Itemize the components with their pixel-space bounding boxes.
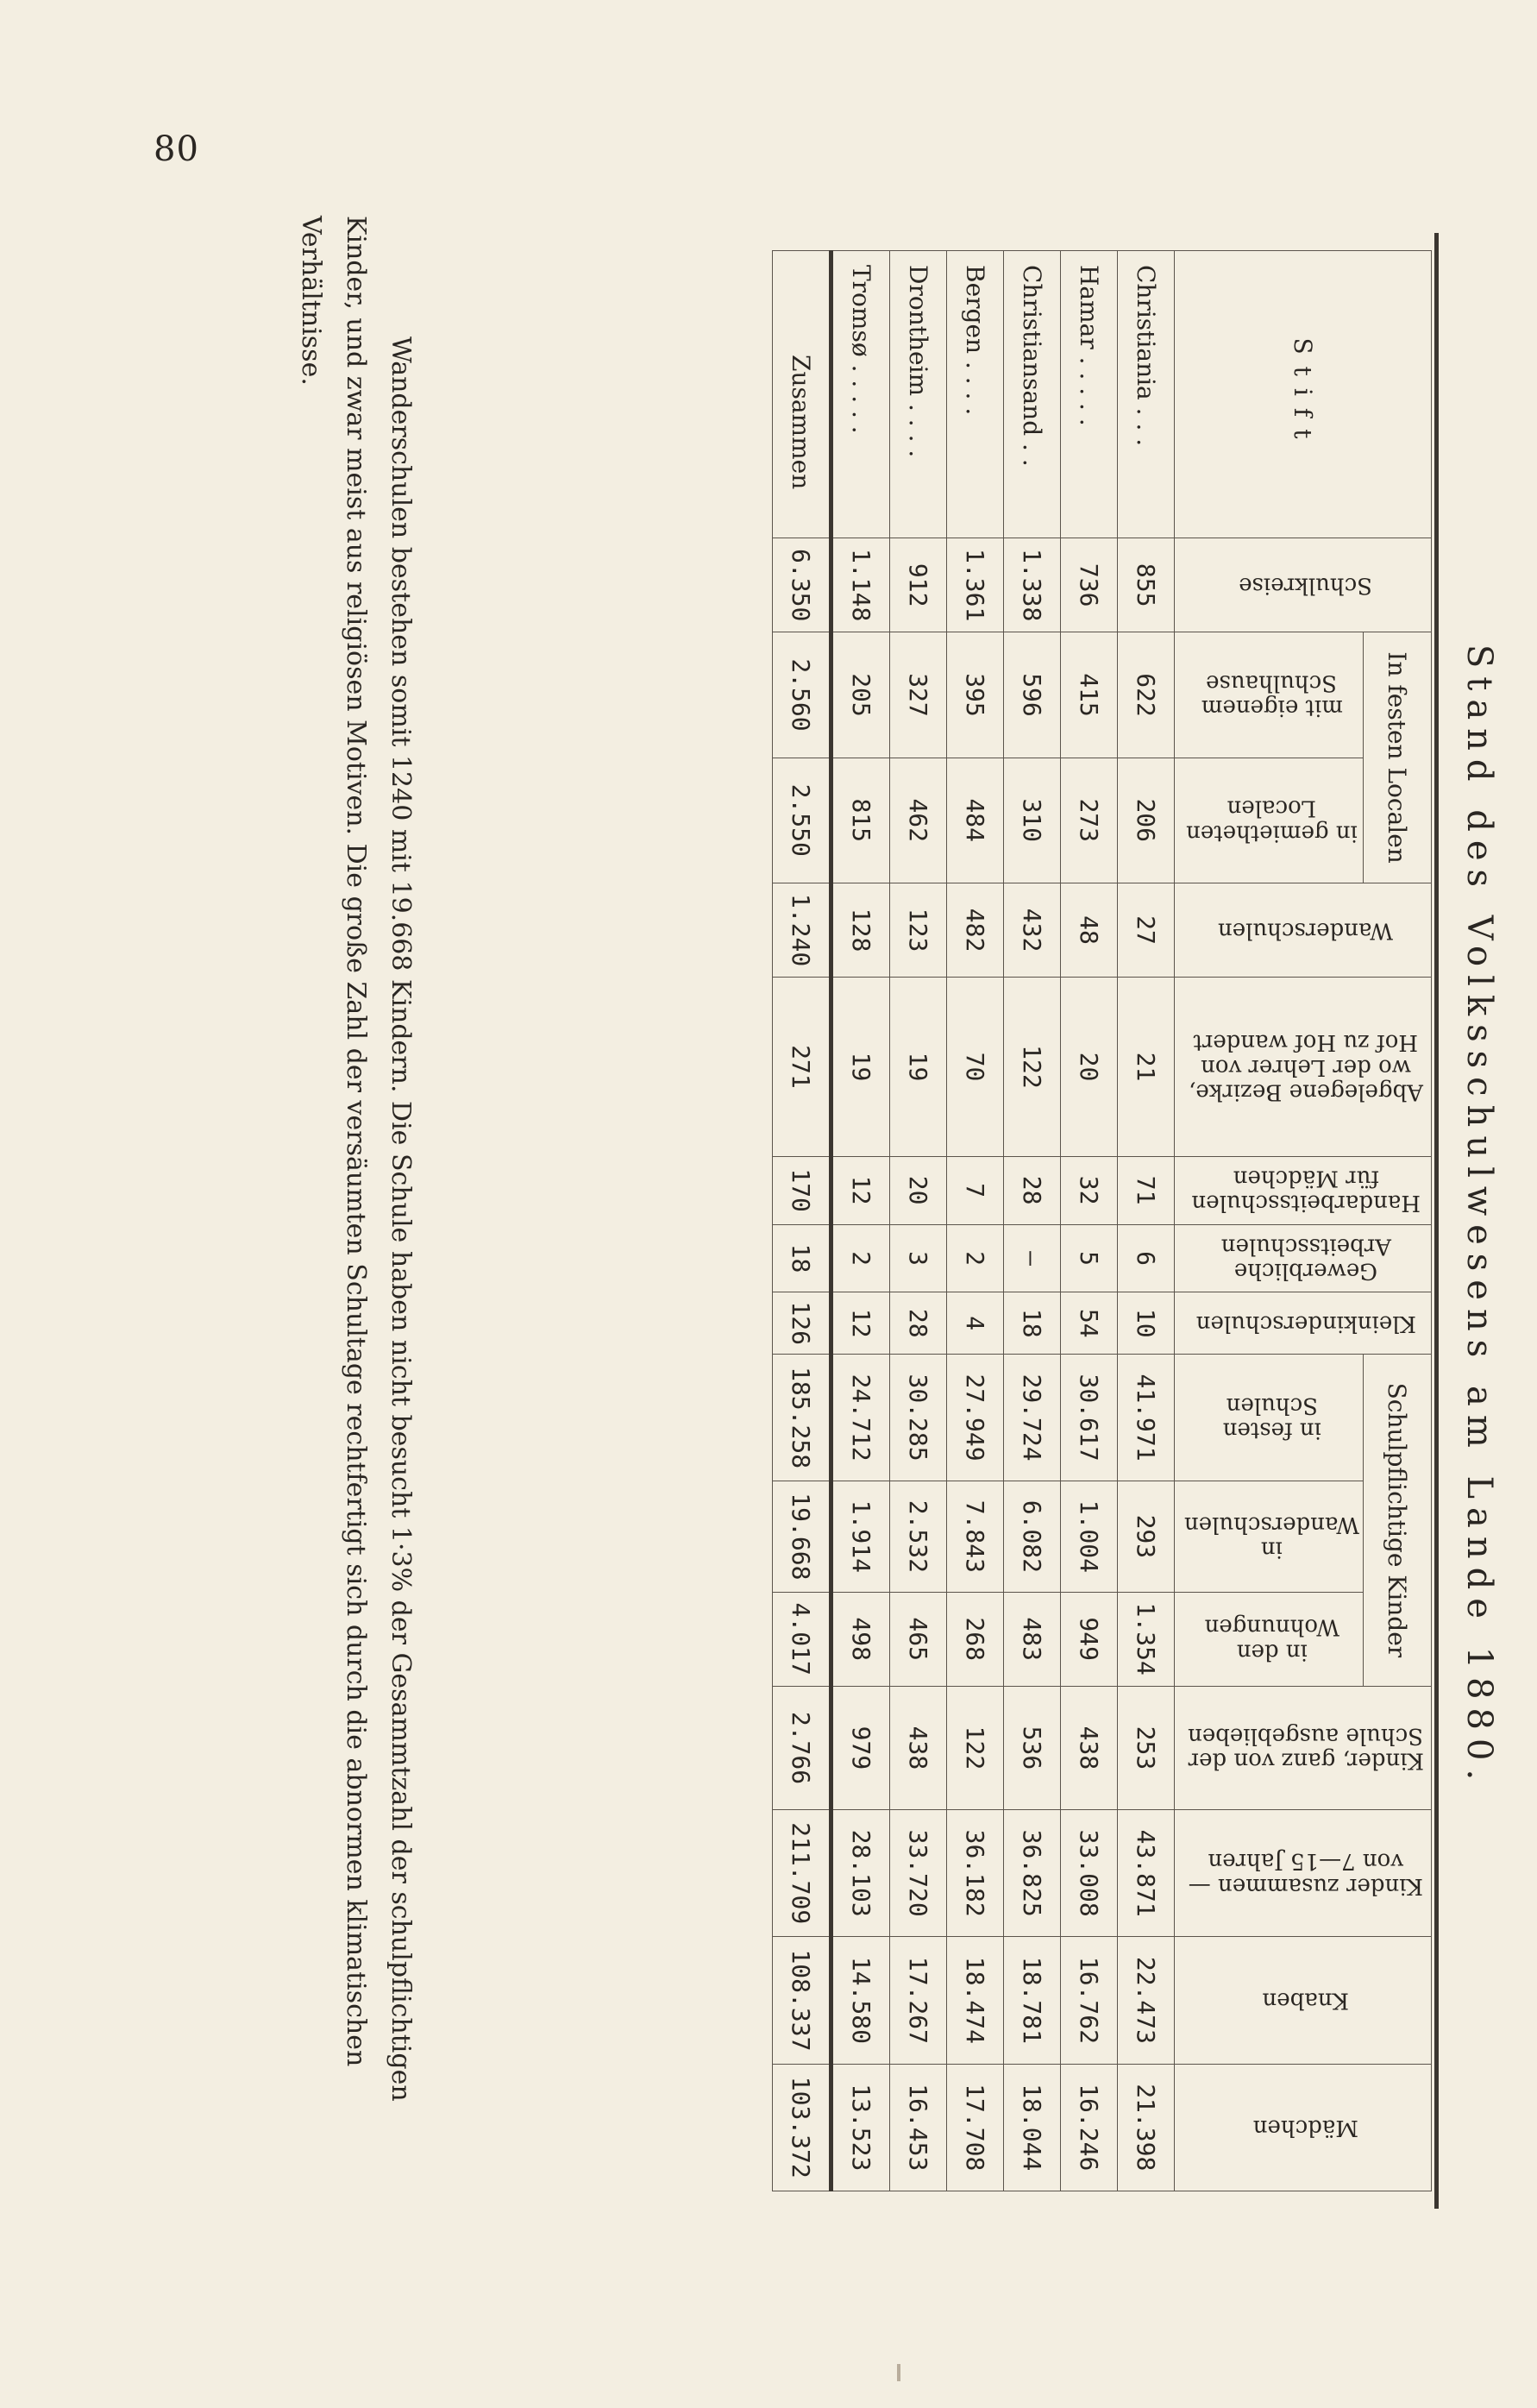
table-cell: 41.971	[1117, 1354, 1174, 1481]
table-cell: 271	[772, 978, 831, 1156]
table-cell: 253	[1117, 1686, 1174, 1809]
table-cell: 122	[1003, 978, 1060, 1156]
header-maedchen	[1174, 2064, 1431, 2191]
table-cell: 327	[889, 632, 946, 758]
table-cell: 36.182	[946, 1810, 1003, 1937]
table-cell: 20	[1060, 978, 1117, 1156]
table-cell: 2	[831, 1224, 889, 1292]
header-kinder-zusammen-label: Kinder zusammen — von 7—15 Jahren	[1188, 1848, 1424, 1899]
table-cell: 18.474	[946, 1937, 1003, 2064]
table-cell: 1.338	[1003, 538, 1060, 632]
stift-name: Drontheim . . . .	[889, 251, 946, 538]
table-cell: 2.550	[772, 758, 831, 883]
table-cell: 310	[1003, 758, 1060, 883]
table-cell: 19	[831, 978, 889, 1156]
header-festen-schulen-label: in festen Schulen	[1222, 1393, 1321, 1443]
table-cell: 438	[889, 1686, 946, 1809]
table-cell: 1.361	[946, 538, 1003, 632]
table-cell: 28	[889, 1292, 946, 1354]
table-cell: 170	[772, 1156, 831, 1224]
table-cell: 211.709	[772, 1810, 831, 1937]
table-cell: 6.350	[772, 538, 831, 632]
header-handarbeit	[1174, 1156, 1431, 1224]
stift-name: Tromsø . . . . .	[831, 251, 889, 538]
stift-name: Hamar . . . . .	[1060, 251, 1117, 538]
table-cell: 206	[1117, 758, 1174, 883]
total-label: Zusammen	[772, 251, 831, 538]
rotated-table-region	[242, 198, 1518, 2235]
table-cell: 268	[946, 1592, 1003, 1686]
header-kinder-zusammen	[1174, 1810, 1431, 1937]
table-cell: 1.148	[831, 538, 889, 632]
header-gewerblich-label: Gewerbliche Arbeitsschulen	[1220, 1233, 1391, 1285]
header-gemietheten-label: in gemietheten Localen	[1186, 795, 1358, 846]
table-cell: 103.372	[772, 2064, 831, 2191]
table-cell: 122	[946, 1686, 1003, 1809]
table-cell: 108.337	[772, 1937, 831, 2064]
table-cell: 18	[1003, 1292, 1060, 1354]
table-cell: 10	[1117, 1292, 1174, 1354]
table-cell: 415	[1060, 632, 1117, 758]
table-cell: 273	[1060, 758, 1117, 883]
header-ausgeblieben	[1174, 1686, 1431, 1809]
stift-name: Christiania . . .	[1117, 251, 1174, 538]
top-rule	[1434, 233, 1439, 2209]
table-cell: 432	[1003, 883, 1060, 977]
table-row	[1003, 251, 1060, 2191]
table-cell: 498	[831, 1592, 889, 1686]
table-cell: 43.871	[1117, 1810, 1174, 1937]
table-cell: 20	[889, 1156, 946, 1224]
header-wanderschulen	[1174, 883, 1431, 977]
table-cell: 855	[1117, 538, 1174, 632]
header-schulkreise-label: Schulkreise	[1239, 572, 1373, 599]
header-wohnungen-label: in den Wohnungen	[1204, 1613, 1339, 1665]
table-cell: 33.008	[1060, 1810, 1117, 1937]
header-eigenem-schulhause	[1174, 632, 1363, 758]
table-cell: 465	[889, 1592, 946, 1686]
table-cell: 2.766	[772, 1686, 831, 1809]
table-cell: 815	[831, 758, 889, 883]
table-cell: 18.781	[1003, 1937, 1060, 2064]
table-cell: 27	[1117, 883, 1174, 977]
table-cell: 7.843	[946, 1481, 1003, 1592]
table-cell: 24.712	[831, 1354, 889, 1481]
table-cell: 6.082	[1003, 1481, 1060, 1592]
table-cell: 28	[1003, 1156, 1060, 1224]
header-handarbeit-label: Handarbeitsschulen für Mädchen	[1191, 1165, 1421, 1217]
table-cell: 979	[831, 1686, 889, 1809]
table-cell: —	[1003, 1224, 1060, 1292]
table-cell: 462	[889, 758, 946, 883]
table-body	[772, 251, 1174, 2191]
header-abgelegene	[1174, 978, 1431, 1156]
page-mark	[897, 2364, 900, 2381]
table-cell: 16.762	[1060, 1937, 1117, 2064]
table-cell: 7	[946, 1156, 1003, 1224]
header-row-1	[1364, 251, 1432, 2191]
table-row	[1060, 251, 1117, 2191]
table-cell: 16.453	[889, 2064, 946, 2191]
header-wanderschulen-label: Wanderschulen	[1218, 917, 1394, 944]
statistics-table	[772, 250, 1432, 2191]
table-cell: 4.017	[772, 1592, 831, 1686]
table-cell: 438	[1060, 1686, 1117, 1809]
header-kleinkinder	[1174, 1292, 1431, 1354]
table-cell: 6	[1117, 1224, 1174, 1292]
page-number: 80	[154, 129, 199, 169]
table-cell: 622	[1117, 632, 1174, 758]
table-row	[831, 251, 889, 2191]
table-row	[889, 251, 946, 2191]
footnote-text: Wanderschulen bestehen somit 1240 mit 19.668 Kindern. Die Schule haben nicht besucht 1·3% der Gesammtzahl der schulpflichtigen Kinder, und zwar meist aus religiösen Motiven. Die große Zahl der versäumten Schultage rechtfertigt sich durch die abnormen klimatischen Verhältnisse.	[296, 216, 416, 2102]
total-row	[772, 251, 831, 2191]
header-abgelegene-label: Abgelegene Bezirke, wo der Lehrer von Hof zu Hof wandert	[1189, 1029, 1423, 1105]
table-cell: 482	[946, 883, 1003, 977]
table-cell: 596	[1003, 632, 1060, 758]
table-cell: 1.004	[1060, 1481, 1117, 1592]
header-kleinkinder-label: Kleinkinderschulen	[1195, 1311, 1416, 1336]
header-in-wanderschulen-label: in Wanderschulen	[1183, 1511, 1359, 1562]
header-knaben	[1174, 1937, 1431, 2064]
table-cell: 13.523	[831, 2064, 889, 2191]
table-cell: 4	[946, 1292, 1003, 1354]
table-cell: 1.240	[772, 883, 831, 977]
table-cell: 22.473	[1117, 1937, 1174, 2064]
table-cell: 18	[772, 1224, 831, 1292]
header-stift: Stift	[1174, 251, 1431, 538]
table-cell: 30.617	[1060, 1354, 1117, 1481]
table-cell: 126	[772, 1292, 831, 1354]
header-maedchen-label: Mädchen	[1252, 2115, 1359, 2141]
table-cell: 483	[1003, 1592, 1060, 1686]
table-cell: 21.398	[1117, 2064, 1174, 2191]
table-cell: 19	[889, 978, 946, 1156]
table-cell: 205	[831, 632, 889, 758]
table-cell: 54	[1060, 1292, 1117, 1354]
table-cell: 128	[831, 883, 889, 977]
table-cell: 2	[946, 1224, 1003, 1292]
table-row	[1117, 251, 1174, 2191]
table-cell: 185.258	[772, 1354, 831, 1481]
table-cell: 123	[889, 883, 946, 977]
header-in-wanderschulen	[1174, 1481, 1363, 1592]
header-in-wohnungen	[1174, 1592, 1363, 1686]
table-cell: 3	[889, 1224, 946, 1292]
table-cell: 30.285	[889, 1354, 946, 1481]
table-cell: 536	[1003, 1686, 1060, 1809]
header-ausgeblieben-label: Kinder, ganz von der Schule ausgeblieben	[1188, 1722, 1424, 1774]
table-cell: 12	[831, 1156, 889, 1224]
table-cell: 2.532	[889, 1481, 946, 1592]
table-row	[946, 251, 1003, 2191]
header-knaben-label: Knaben	[1262, 1987, 1350, 2014]
table-cell: 5	[1060, 1224, 1117, 1292]
header-schulpflichtige: Schulpflichtige Kinder	[1364, 1354, 1432, 1686]
table-cell: 48	[1060, 883, 1117, 977]
table-cell: 17.267	[889, 1937, 946, 2064]
table-cell: 395	[946, 632, 1003, 758]
header-eigenem-label: mit eigenem Schulhause	[1201, 670, 1343, 721]
table-cell: 293	[1117, 1481, 1174, 1592]
table-cell: 12	[831, 1292, 889, 1354]
table-cell: 1.354	[1117, 1592, 1174, 1686]
table-cell: 28.103	[831, 1810, 889, 1937]
table-cell: 71	[1117, 1156, 1174, 1224]
header-feste-locale: In festen Localen	[1364, 632, 1432, 883]
stift-name: Bergen . . . .	[946, 251, 1003, 538]
header-gemietheten-localen	[1174, 758, 1363, 883]
table-cell: 484	[946, 758, 1003, 883]
table-cell: 18.044	[1003, 2064, 1060, 2191]
stift-name: Christiansand . .	[1003, 251, 1060, 538]
header-schulkreise	[1174, 538, 1431, 632]
table-cell: 14.580	[831, 1937, 889, 2064]
table-cell: 29.724	[1003, 1354, 1060, 1481]
table-cell: 1.914	[831, 1481, 889, 1592]
table-cell: 2.560	[772, 632, 831, 758]
table-cell: 736	[1060, 538, 1117, 632]
table-cell: 21	[1117, 978, 1174, 1156]
table-cell: 27.949	[946, 1354, 1003, 1481]
table-cell: 70	[946, 978, 1003, 1156]
table-cell: 16.246	[1060, 2064, 1117, 2191]
table-cell: 949	[1060, 1592, 1117, 1686]
table-cell: 33.720	[889, 1810, 946, 1937]
table-cell: 19.668	[772, 1481, 831, 1592]
table-title: Stand des Volksschulwesens am Lande 1880.	[1459, 644, 1499, 1789]
header-in-festen-schulen	[1174, 1354, 1363, 1481]
table-cell: 17.708	[946, 2064, 1003, 2191]
table-cell: 36.825	[1003, 1810, 1060, 1937]
table-cell: 32	[1060, 1156, 1117, 1224]
table-cell: 912	[889, 538, 946, 632]
header-gewerblich	[1174, 1224, 1431, 1292]
